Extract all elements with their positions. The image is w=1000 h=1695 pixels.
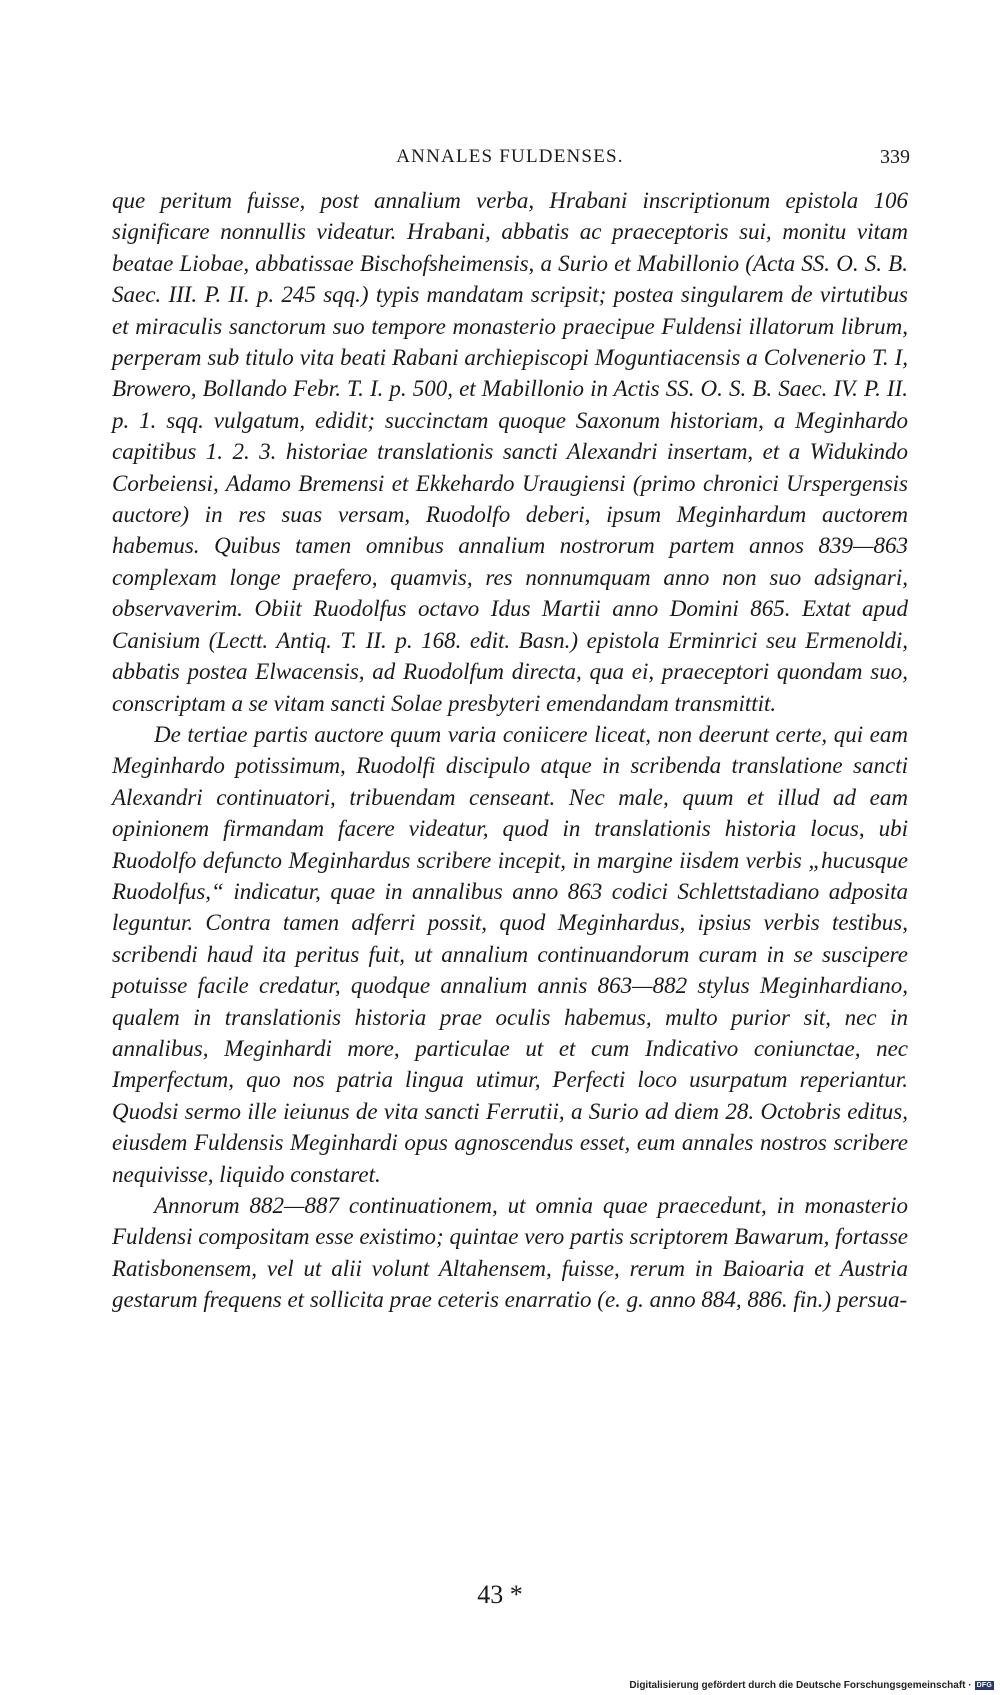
credit-text: Digitalisierung gefördert durch die Deutsche Forschungsgemeinschaft · bbox=[629, 1680, 972, 1691]
page-header bbox=[110, 146, 910, 176]
paragraph-3: Annorum 882—887 continuationem, ut omnia quae praecedunt, in monasterio Fuldensi compositam esse existimo; quintae vero partis scriptorem Bawarum, fortasse Ratisbonensem, vel ut alii volunt Altahensem, fuisse, rerum in Baioaria et Austria gestarum frequens et sollicita prae ceteris enarratio (e. g. anno 884, 886. fin.) persua- bbox=[112, 1193, 908, 1313]
body-text bbox=[112, 185, 908, 1316]
page-number: 339 bbox=[880, 146, 910, 168]
dfg-logo-icon: DFG bbox=[976, 1682, 992, 1689]
digitization-credit bbox=[629, 1680, 994, 1691]
signature-mark: 43 * bbox=[477, 1580, 523, 1609]
paragraph-2: De tertiae partis auctore quum varia coniicere liceat, non deerunt certe, qui eam Meginhardo potissimum, Ruodolfi discipulo atque in scribenda translatione sancti Alexandri continuatori, tribuendam censeant. Nec male, quum et illud ad eam opinionem firmandam facere videatur, quod in translationis historia locus, ubi Ruodolfo defuncto Meginhardus scribere incepit, in margine iisdem verbis „hucusque Ruodolfus,“ indicatur, quae in annalibus anno 863 codici Schlettstadiano adposita leguntur. Contra tamen adferri possit, quod Meginhardus, ipsius verbis testibus, scribendi haud ita peritus fuit, ut annalium continuandorum curam in se suscipere potuisse facile credatur, quodque annalium annis 863—882 stylus Meginhardiano, qualem in translationis historia prae oculis habemus, multo purior sit, nec in annalibus, Meginhardi more, particulae ut et cum Indicativo coniunctae, nec Imperfectum, quo nos patria lingua utimur, Perfecti loco usurpatum reperiantur. Quodsi sermo ille ieiunus de vita sancti Ferrutii, a Surio ad diem 28. Octobris editus, eiusdem Fuldensis Meginhardi opus agnoscendus esset, eum annales nostros scribere nequivisse, liquido constaret. bbox=[112, 721, 908, 1187]
paragraph-1: que peritum fuisse, post annalium verba, Hrabani inscriptionum epistola 106 significare nonnullis videatur. Hrabani, abbatis ac praeceptoris sui, monitu vitam beatae Liobae, abbatissae Bischofsheimensis, a Surio et Mabillonio (Acta SS. O. S. B. Saec. III. P. II. p. 245 sqq.) typis mandatam scripsit; postea singularem de virtutibus et miraculis sanctorum suo tempore monasterio praecipue Fuldensi illatorum librum, perperam sub titulo vita beati Rabani archiepiscopi Moguntiacensis a Colvenerio T. I, Browero, Bollando Febr. T. I. p. 500, et Mabillonio in Actis SS. O. S. B. Saec. IV. P. II. p. 1. sqq. vulgatum, edidit; succinctam quoque Saxonum historiam, a Meginhardo capitibus 1. 2. 3. historiae translationis sancti Alexandri insertam, et a Widukindo Corbeiensi, Adamo Bremensi et Ekkehardo Uraugiensi (primo chronici Urspergensis auctore) in res suas versam, Ruodolfo deberi, ipsum Meginhardum auctorem habemus. Quibus tamen omnibus annalium nostrorum partem annos 839—863 complexam longe praefero, quamvis, res nonnumquam anno non suo adsignari, observaverim. Obiit Ruodolfus octavo Idus Martii anno Domini 865. Extat apud Canisium (Lectt. Antiq. T. II. p. 168. edit. Basn.) epistola Erminrici seu Ermenoldi, abbatis postea Elwacensis, ad Ruodolfum directa, qua ei, praeceptori quondam suo, conscriptam a se vitam sancti Solae presbyteri emendandam transmittit. bbox=[112, 188, 908, 716]
running-title: ANNALES FULDENSES. bbox=[396, 146, 624, 167]
